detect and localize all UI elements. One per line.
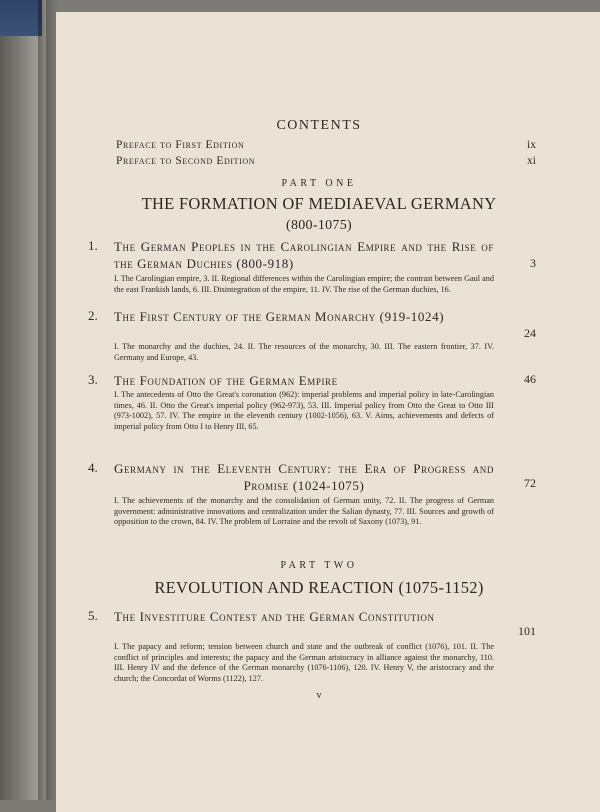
- contents-heading: CONTENTS: [276, 118, 362, 133]
- chapter-4-number: 4.: [88, 460, 98, 475]
- chapter-5-page: 101: [518, 624, 536, 638]
- part-two-label: PART TWO: [280, 560, 358, 571]
- chapter-5-number: 5.: [88, 608, 98, 623]
- chapter-3-page: 46: [524, 372, 536, 386]
- chapter-3-number: 3.: [88, 372, 98, 387]
- chapter-4-summary: I. The achievements of the monarchy and the consolidation of German unity, 72. II. The progress of German government: administrative innovations and centralization under the Salian dynasty, 77. III. Sources and growth of opposition to the crown, 84. IV. The problem of Lorraine and the revolt of Saxony (1073), 91.: [114, 496, 494, 527]
- front-matter-page-1: ix: [527, 139, 536, 151]
- chapter-5-summary: I. The papacy and reform; tension between church and state and the outbreak of conflict (1076), 101. II. The conflict of principles and interests; the papacy and the German aristocracy in alliance against the monarchy, 110. III. Henry IV and the defence of the German monarchy (1076-1106), 120. IV. Henry V, the aristocracy and the church; the Concordat of Worms (1122), 127.: [114, 642, 494, 683]
- chapter-4-title: Germany in the Eleventh Century: the Era of Progress and Promise (1024-1075): [114, 461, 494, 493]
- chapter-3-title: The Foundation of the German Empire: [114, 373, 338, 388]
- chapter-1-title: The German Peoples in the Carolingian Empire and the Rise of the German Duchies (800-918): [114, 239, 494, 271]
- chapter-1-number: 1.: [88, 238, 98, 253]
- chapter-2-number: 2.: [88, 308, 98, 323]
- front-matter-item-2: Preface to Second Edition: [116, 155, 256, 167]
- chapter-4-page: 72: [524, 476, 536, 490]
- chapter-1-summary: I. The Carolingian empire, 3. II. Regional differences within the Carolingian empire; the contrast between Gaul and the east Frankish lands, 6. III. Disintegration of the empire, 11. IV. The rise of the German duchies, 16.: [114, 274, 494, 294]
- chapter-1-page: 3: [530, 256, 536, 270]
- chapter-3-summary: I. The antecedents of Otto the Great's coronation (962): imperial problems and imperial policy in late-Carolingian times, 46. II. Otto the Great's imperial policy (962-973), 53. III. Imperial policy from Otto the Great to Otto III (973-1002), 57. IV. The empire in the eleventh century (1002-1056), 63. V. Aims, achievements and defects of imperial policy from Otto I to Henry III, 65.: [114, 390, 494, 431]
- chapter-5-title: The Investiture Contest and the German Constitution: [114, 609, 435, 624]
- part-one-title: THE FORMATION OF MEDIAEVAL GERMANY: [141, 194, 497, 213]
- part-one-label: PART ONE: [281, 178, 357, 189]
- part-one-dates: (800-1075): [286, 218, 352, 233]
- chapter-2-summary: I. The monarchy and the duchies, 24. II. The resources of the monarchy, 30. III. The eastern frontier, 37. IV. Germany and Europe, 43.: [114, 342, 494, 362]
- book-cover-corner: [0, 0, 42, 36]
- gutter-shadow: [38, 0, 58, 800]
- chapter-2-title: The First Century of the German Monarchy (919-1024): [114, 309, 445, 324]
- front-matter-item-1: Preface to First Edition: [116, 139, 245, 151]
- page-folio: v: [316, 690, 322, 701]
- front-matter-page-2: xi: [527, 155, 536, 167]
- chapter-2-page: 24: [524, 326, 536, 340]
- part-two-title: REVOLUTION AND REACTION (1075-1152): [154, 578, 484, 597]
- book-page: [56, 12, 600, 812]
